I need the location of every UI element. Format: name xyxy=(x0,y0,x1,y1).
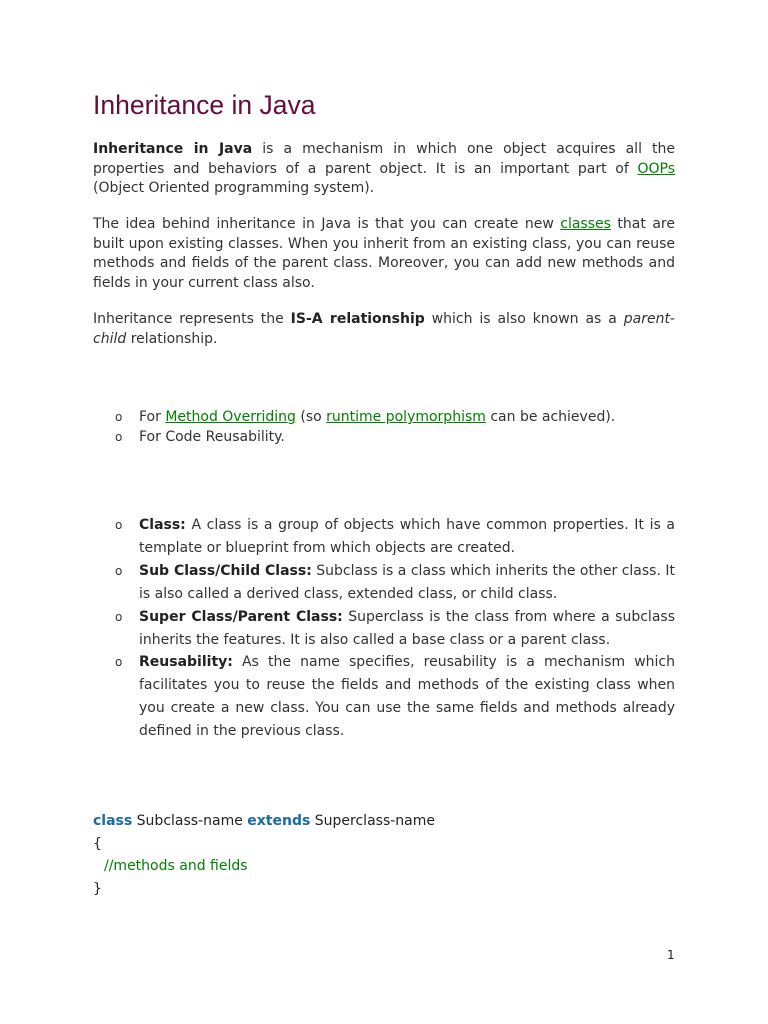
list-item xyxy=(93,408,675,428)
list-item xyxy=(93,606,675,652)
bullet-icon: o xyxy=(115,655,123,670)
code-line-declaration xyxy=(93,810,435,833)
term-label: Super Class/Parent Class: xyxy=(139,608,343,625)
code-snippet xyxy=(93,810,435,901)
term-description: A class is a group of objects which have common properties. It is a template or blueprint from which objects are created. xyxy=(139,517,675,556)
terms-list xyxy=(93,514,675,743)
intro-bold-lead: Inheritance in Java xyxy=(93,141,253,157)
code-open-brace: { xyxy=(93,835,102,852)
classes-link[interactable]: classes xyxy=(560,216,611,232)
idea-paragraph xyxy=(93,215,675,293)
code-close-brace: } xyxy=(93,881,102,898)
bullet-icon: o xyxy=(115,563,123,578)
isa-text: Inheritance represents the xyxy=(93,311,291,327)
use-middle: (so xyxy=(295,409,327,425)
term-description: Superclass is the class from where a subclass inherits the features. It is also called a base class or a parent class. xyxy=(139,608,675,648)
isa-bold: IS-A relationship xyxy=(290,311,425,327)
term-label: Class: xyxy=(139,517,186,533)
isa-text-end: relationship. xyxy=(126,330,218,347)
isa-paragraph xyxy=(93,310,675,349)
isa-text-middle: which is also known as a xyxy=(424,311,624,327)
isa-italic: parent-child xyxy=(93,311,675,347)
code-keyword-class: class xyxy=(93,813,133,829)
use-prefix: For xyxy=(139,409,166,425)
oops-link[interactable]: OOPs xyxy=(637,160,675,177)
intro-text: is a mechanism in which one object acquires all the properties and behaviors of a parent object. It is an important part of xyxy=(93,141,675,177)
use-suffix: can be achieved). xyxy=(485,409,616,425)
bullet-icon: o xyxy=(115,410,123,424)
intro-text-end: (Object Oriented programming system). xyxy=(93,180,375,197)
code-subclass-name: Subclass-name xyxy=(132,813,248,829)
bullet-icon: o xyxy=(115,609,123,624)
bullet-icon: o xyxy=(115,429,123,444)
page-title: Inheritance in Java xyxy=(93,90,316,120)
page-number: 1 xyxy=(667,948,675,962)
list-item xyxy=(93,514,675,560)
idea-text-end: that are built upon existing classes. When you inherit from an existing class, you can reuse methods and fields of the parent class. Moreover, you can add new methods and fields in your current class also. xyxy=(93,216,675,291)
term-label: Sub Class/Child Class: xyxy=(139,562,312,579)
bullet-icon: o xyxy=(115,518,123,532)
intro-paragraph xyxy=(93,140,675,199)
method-overriding-link[interactable]: Method Overriding xyxy=(165,409,296,425)
use-text: For Code Reusability. xyxy=(139,428,285,445)
runtime-polymorphism-link[interactable]: runtime polymorphism xyxy=(326,409,486,425)
idea-text: The idea behind inheritance in Java is that you can create new xyxy=(93,216,561,232)
term-label: Reusability: xyxy=(139,654,233,671)
code-keyword-extends: extends xyxy=(247,813,311,829)
list-item xyxy=(93,651,675,743)
term-description: Subclass is a class which inherits the other class. It is also called a derived class, extended class, or child class. xyxy=(139,562,675,602)
uses-list xyxy=(93,408,675,447)
code-comment: //methods and fields xyxy=(104,858,248,875)
list-item xyxy=(93,560,675,606)
list-item xyxy=(93,428,675,448)
code-superclass-name: Superclass-name xyxy=(310,813,435,829)
term-description: As the name specifies, reusability is a mechanism which facilitates you to reuse the fields and methods of the existing class when you create a new class. You can use the same fields and methods already defined in the previous class. xyxy=(139,654,675,740)
